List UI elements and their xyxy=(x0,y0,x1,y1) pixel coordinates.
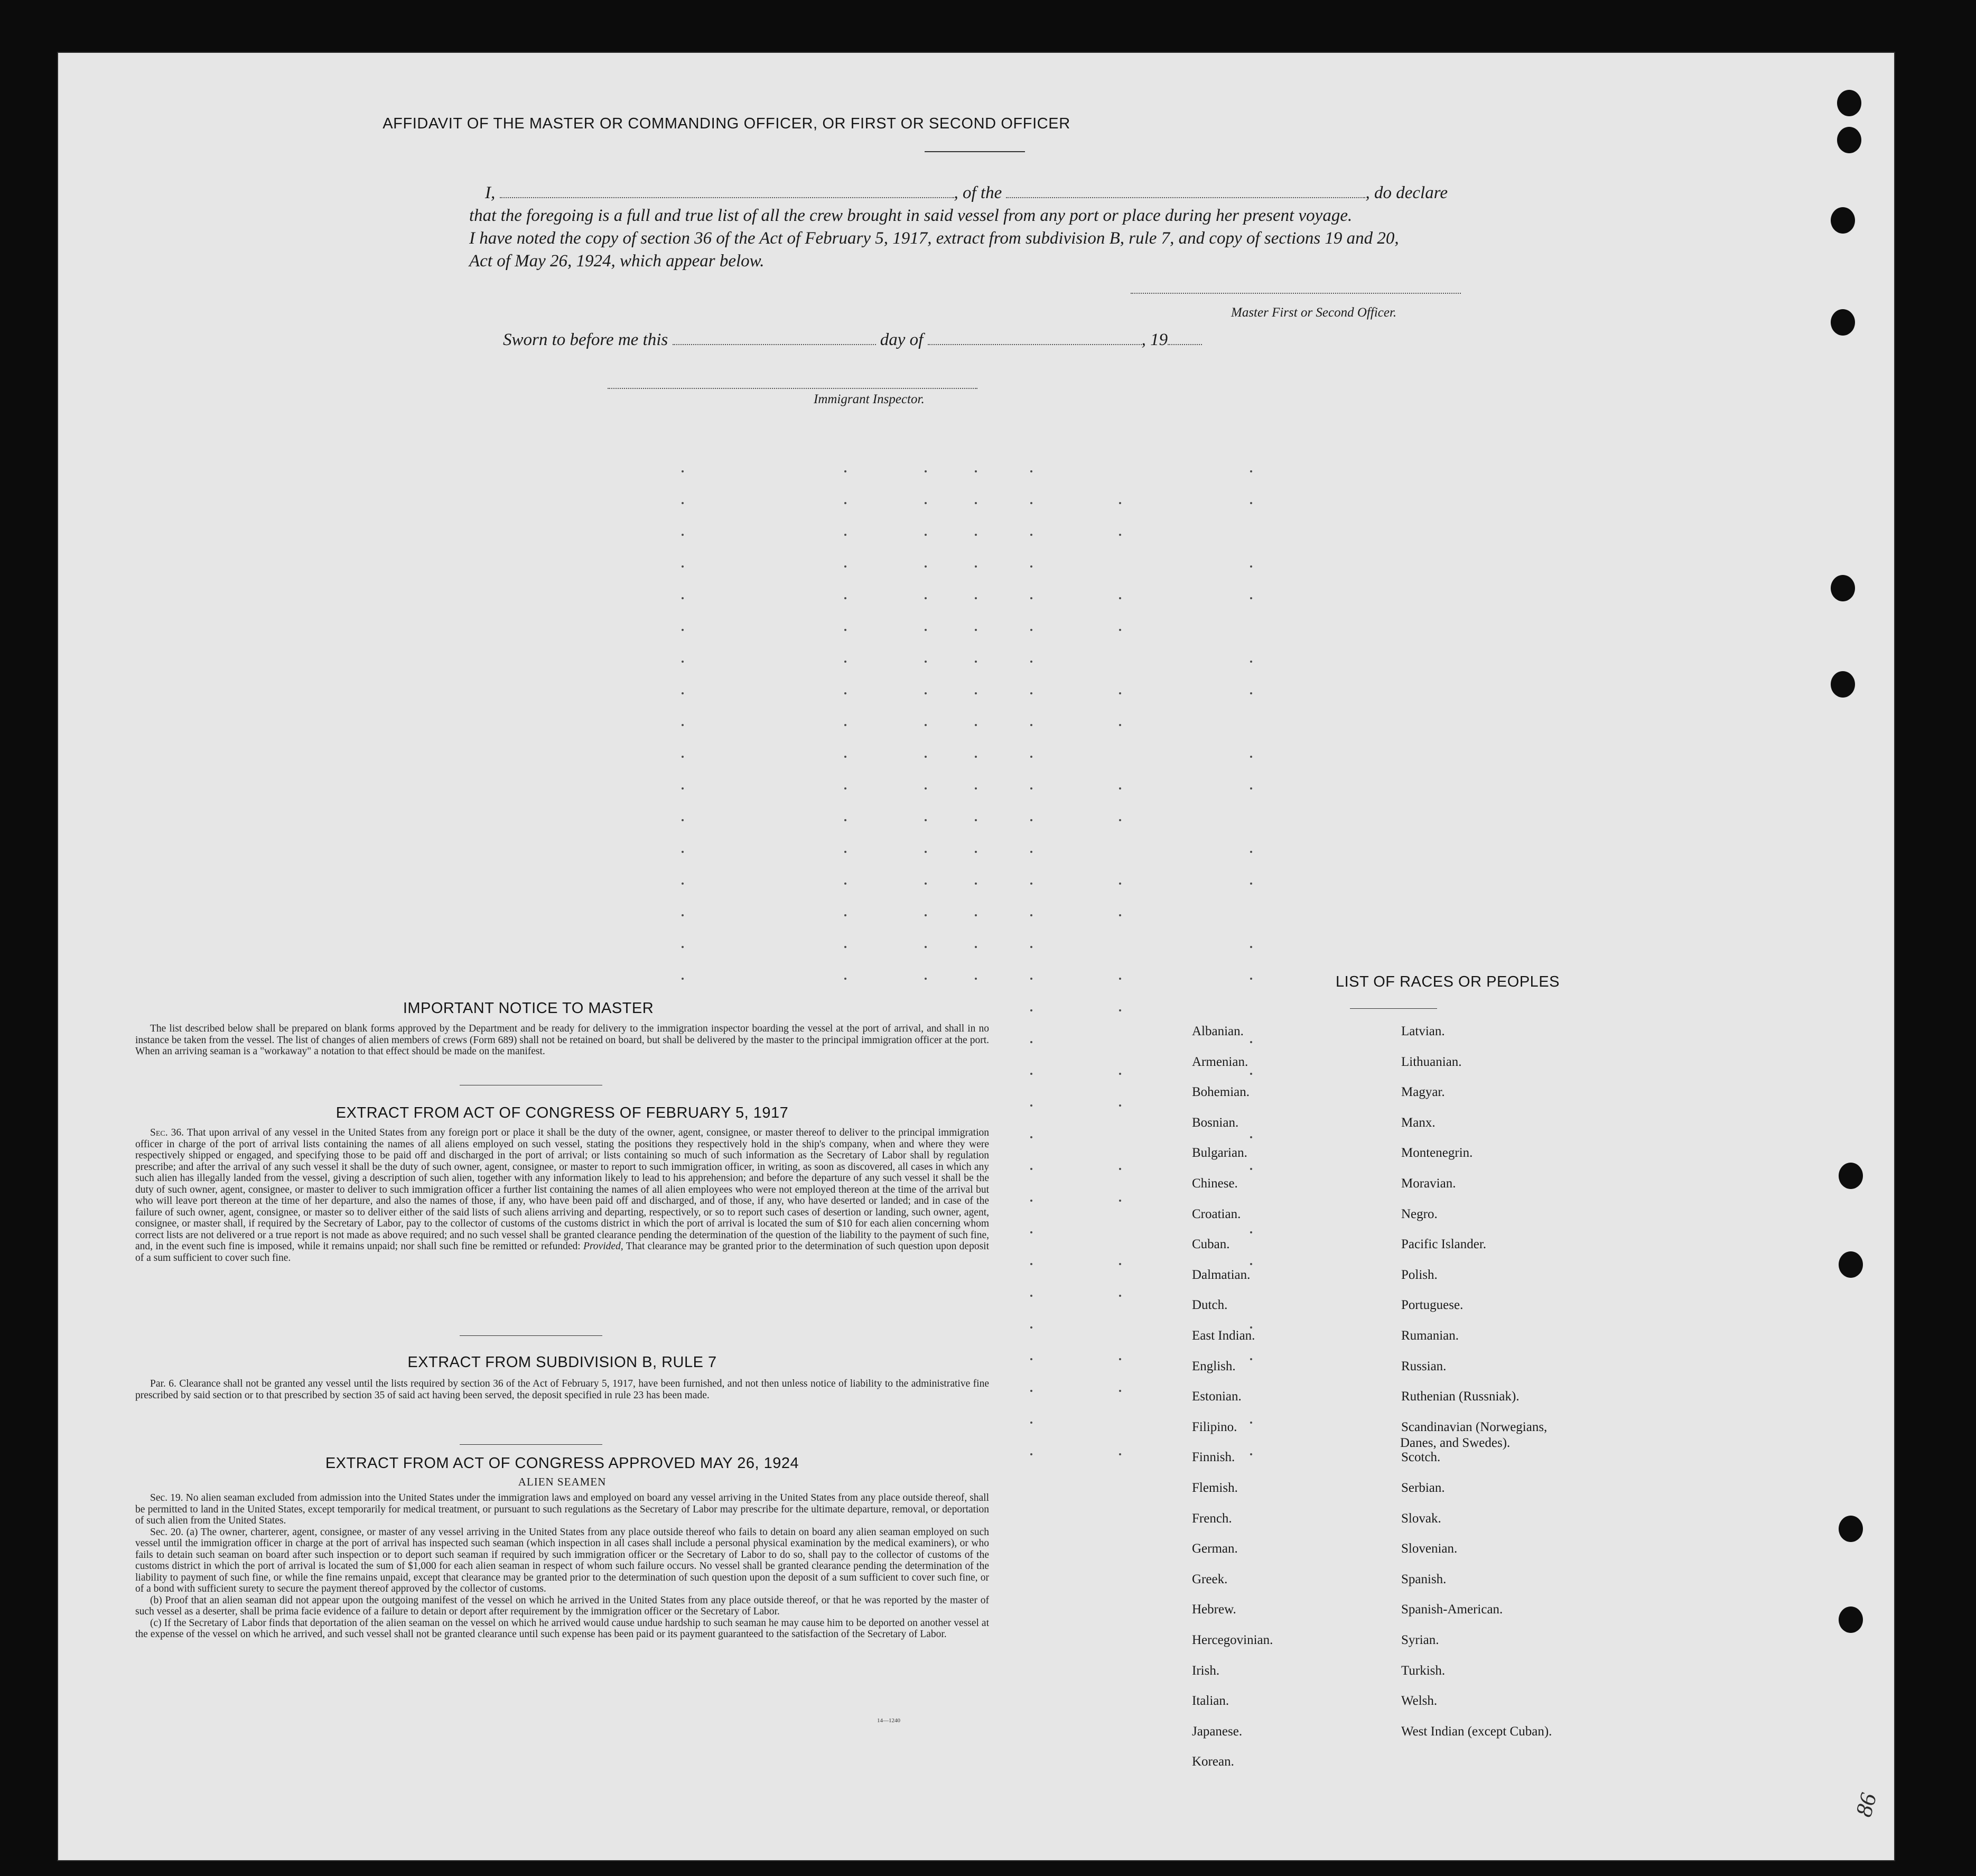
bleed-dot xyxy=(1250,597,1252,599)
race-item: Negro. xyxy=(1401,1206,1438,1221)
bleed-dot xyxy=(1030,914,1032,916)
bleed-dot xyxy=(925,692,927,694)
bleed-dot xyxy=(1030,1136,1032,1138)
bleed-dot xyxy=(1030,724,1032,726)
race-item: Greek. xyxy=(1192,1572,1228,1586)
bleed-dot xyxy=(1119,534,1121,536)
divider-3 xyxy=(460,1444,602,1445)
extract-1917-text xyxy=(135,1127,989,1264)
bleed-dot xyxy=(1119,787,1121,790)
races-heading: LIST OF RACES OR PEOPLES xyxy=(1335,973,1560,990)
bleed-dot xyxy=(1250,1326,1252,1329)
bleed-dot xyxy=(1250,1231,1252,1233)
subdivision-b-text: Par. 6. Clearance shall not be granted any vessel until the lists required by section 36 of the Act of February 5, 1917, have been furnished, and not then unless notice of liability to the administrative fine prescribed by said section or to that prescribed by section 35 of said act having been served, the deposit specified in rule 23 has been made. xyxy=(135,1378,989,1401)
bleed-dot xyxy=(844,692,846,694)
bleed-dot xyxy=(1030,1073,1032,1075)
race-item: Filipino. xyxy=(1192,1419,1237,1434)
bleed-dot xyxy=(1030,1009,1032,1011)
race-item: Montenegrin. xyxy=(1401,1146,1473,1160)
bleed-dot xyxy=(844,946,846,948)
race-item: Latvian. xyxy=(1401,1024,1445,1038)
bleed-dot xyxy=(1030,1231,1032,1233)
punch-hole-9 xyxy=(1839,1516,1863,1542)
bleed-dot xyxy=(682,692,684,694)
bleed-dot xyxy=(1250,692,1252,694)
bleed-dot xyxy=(925,978,927,980)
race-item: Serbian. xyxy=(1401,1481,1445,1495)
bleed-dot xyxy=(1250,756,1252,758)
race-item: Scotch. xyxy=(1401,1450,1441,1465)
bleed-dot xyxy=(1250,502,1252,504)
bleed-dot xyxy=(1030,1358,1032,1360)
race-item: West Indian (except Cuban). xyxy=(1401,1724,1552,1739)
bleed-dot xyxy=(1119,502,1121,504)
bleed-dot xyxy=(1119,1073,1121,1075)
bleed-dot xyxy=(1119,883,1121,885)
race-item: Turkish. xyxy=(1401,1663,1446,1678)
bleed-dot xyxy=(844,883,846,885)
bleed-dot xyxy=(682,978,684,980)
bleed-dot xyxy=(1030,1168,1032,1170)
punch-hole-2 xyxy=(1837,127,1861,153)
affidavit-title: AFFIDAVIT OF THE MASTER OR COMMANDING OFFICER, OR FIRST OR SECOND OFFICER xyxy=(383,115,1070,132)
sec-20a: Sec. 20. (a) The owner, charterer, agent, consignee, or master of any vessel arriving in the United States from any place outside thereof who fails to detain on board any alien seaman employed on such vessel until the immigration officer in charge at the port of arrival has inspected such seaman (which inspection in all cases shall include a personal physical examination by the medical examiners), or who fails to detain such seaman on board after such inspection or to deport such seaman if required by such immigration officer or the Secretary of Labor to do so, shall pay to the collector of customs of the customs district in which the port of arrival is located the sum of $1,000 for each alien seaman in respect of whom such failure occurs. No vessel shall be granted clearance pending the determination of the liability to payment of such fine, or while the fine remains unpaid, except that clearance may be granted prior to the determination of such question upon the deposit of a sum sufficient to cover such fine, or of a bond with sufficient surety to secure the payment thereof approved by the collector of customs. xyxy=(135,1526,989,1594)
race-item: Syrian. xyxy=(1401,1633,1439,1647)
race-item: Japanese. xyxy=(1192,1724,1243,1739)
affidavit-body xyxy=(469,182,1547,273)
bleed-dot xyxy=(682,629,684,631)
race-item: Danes, and Swedes). xyxy=(1400,1435,1511,1450)
subdivision-b-heading: EXTRACT FROM SUBDIVISION B, RULE 7 xyxy=(407,1354,717,1371)
punch-hole-3 xyxy=(1831,207,1855,234)
bleed-dot xyxy=(844,629,846,631)
bleed-dot xyxy=(925,629,927,631)
race-item: Irish. xyxy=(1192,1663,1220,1678)
race-item: Armenian. xyxy=(1192,1054,1248,1069)
provided-text: That clearance may be granted prior to the determination of such question upon deposit of a sum sufficient to cover such fine. xyxy=(135,1241,990,1264)
race-item: Bulgarian. xyxy=(1192,1146,1247,1160)
bleed-dot xyxy=(1030,1453,1032,1455)
bleed-dot xyxy=(1030,756,1032,758)
bleed-dot xyxy=(1030,1263,1032,1265)
bleed-dot xyxy=(975,978,977,980)
race-item: French. xyxy=(1192,1511,1232,1526)
inspector-label: Immigrant Inspector. xyxy=(814,392,925,406)
bleed-dot xyxy=(925,724,927,726)
sec-20c: (c) If the Secretary of Labor finds that deportation of the alien seaman on the vessel on which he arrived would cause undue hardship to such seaman he may cause him to be deported on another vessel at the expense of the vessel on which he arrived, and such vessel shall not be granted clearance until such expense has been paid or its payment guaranteed to the satisfaction of the Secretary of Labor. xyxy=(135,1617,989,1640)
bleed-dot xyxy=(844,661,846,663)
bleed-dot xyxy=(975,692,977,694)
bleed-dot xyxy=(1119,1295,1121,1297)
bleed-dot xyxy=(682,787,684,790)
bleed-dot xyxy=(1119,914,1121,916)
bleed-dot xyxy=(844,565,846,568)
bleed-dot xyxy=(1119,1358,1121,1360)
bleed-dot xyxy=(925,787,927,790)
corner-page-mark: 86 xyxy=(1850,1790,1882,1820)
of-the-label: , of the xyxy=(954,183,1002,202)
bleed-dot xyxy=(1030,534,1032,536)
bleed-dot xyxy=(975,597,977,599)
bleed-dot xyxy=(1030,692,1032,694)
bleed-dot xyxy=(1250,565,1252,568)
race-item: Rumanian. xyxy=(1401,1329,1459,1343)
bleed-dot xyxy=(975,565,977,568)
bleed-dot xyxy=(975,470,977,472)
bleed-dot xyxy=(1250,883,1252,885)
bleed-dot xyxy=(925,597,927,599)
bleed-dot xyxy=(1030,661,1032,663)
bleed-dot xyxy=(1030,1200,1032,1202)
extract-1917-heading: EXTRACT FROM ACT OF CONGRESS OF FEBRUARY 5, 1917 xyxy=(335,1104,789,1121)
race-item: Magyar. xyxy=(1401,1085,1445,1100)
race-item: Polish. xyxy=(1401,1267,1438,1282)
notice-heading: IMPORTANT NOTICE TO MASTER xyxy=(403,1000,654,1017)
bleed-dot xyxy=(682,597,684,599)
bleed-dot xyxy=(1250,851,1252,853)
bleed-dot xyxy=(975,661,977,663)
bleed-dot xyxy=(844,819,846,821)
bleed-dot xyxy=(844,978,846,980)
do-declare-label: , do declare xyxy=(1365,183,1448,202)
race-item: English. xyxy=(1192,1359,1236,1373)
bleed-dot xyxy=(1030,1295,1032,1297)
extract-1924-text xyxy=(135,1492,989,1640)
punch-hole-10 xyxy=(1839,1606,1863,1633)
bleed-dot xyxy=(1250,1263,1252,1265)
punch-hole-4 xyxy=(1831,309,1855,336)
sec-36-label: Sec. 36. xyxy=(150,1127,184,1138)
race-item: Spanish. xyxy=(1401,1572,1447,1586)
bleed-dot xyxy=(975,819,977,821)
bleed-dot xyxy=(682,819,684,821)
race-item: Portuguese. xyxy=(1401,1298,1464,1313)
race-item: East Indian. xyxy=(1192,1329,1255,1343)
bleed-dot xyxy=(1030,819,1032,821)
race-item: Dutch. xyxy=(1192,1298,1228,1313)
bleed-dot xyxy=(1119,978,1121,980)
alien-seamen-subheading: ALIEN SEAMEN xyxy=(518,1475,607,1488)
race-item: Hebrew. xyxy=(1192,1602,1236,1617)
bleed-dot xyxy=(925,851,927,853)
race-item: Bosnian. xyxy=(1192,1115,1239,1130)
bleed-dot xyxy=(682,883,684,885)
bleed-dot xyxy=(1119,724,1121,726)
inspector-signature-field[interactable] xyxy=(608,387,977,389)
manifest-page xyxy=(58,53,1894,1860)
i-label: I, xyxy=(485,183,496,202)
bleed-dot xyxy=(1030,629,1032,631)
race-item: Slovak. xyxy=(1401,1511,1441,1526)
bleed-dot xyxy=(1030,565,1032,568)
punch-hole-1 xyxy=(1837,90,1861,116)
sworn-year-field[interactable] xyxy=(1168,330,1202,345)
punch-hole-7 xyxy=(1839,1163,1863,1189)
race-item: Dalmatian. xyxy=(1192,1267,1251,1282)
race-item: Flemish. xyxy=(1192,1481,1238,1495)
race-item: Welsh. xyxy=(1401,1694,1438,1708)
bleed-dot xyxy=(1030,1104,1032,1107)
race-item: Slovenian. xyxy=(1401,1541,1458,1556)
bleed-dot xyxy=(1250,1358,1252,1360)
race-item: Lithuanian. xyxy=(1401,1054,1462,1069)
bleed-dot xyxy=(1119,1104,1121,1107)
bleed-dot xyxy=(844,724,846,726)
race-item: Russian. xyxy=(1401,1359,1447,1373)
bleed-dot xyxy=(1119,1453,1121,1455)
affidavit-line-2: that the foregoing is a full and true list of all the crew brought in said vessel from any port or place during her present voyage. xyxy=(469,206,1353,225)
bleed-dot xyxy=(682,565,684,568)
bleed-dot xyxy=(1119,629,1121,631)
bleed-dot xyxy=(844,851,846,853)
bleed-dot xyxy=(925,661,927,663)
race-item: Korean. xyxy=(1192,1754,1234,1769)
vessel-name-field[interactable] xyxy=(1006,183,1365,198)
bleed-dot xyxy=(1119,1009,1121,1011)
bleed-dot xyxy=(925,946,927,948)
bleed-dot xyxy=(1030,502,1032,504)
bleed-dot xyxy=(844,787,846,790)
bleed-dot xyxy=(925,502,927,504)
bleed-dot xyxy=(975,756,977,758)
bleed-dot xyxy=(975,502,977,504)
punch-hole-8 xyxy=(1839,1251,1863,1278)
bleed-dot xyxy=(975,914,977,916)
bleed-dot xyxy=(975,883,977,885)
day-of-label: day of xyxy=(880,330,924,349)
sworn-day-field[interactable] xyxy=(673,330,876,345)
bleed-dot xyxy=(925,914,927,916)
sec-20b: (b) Proof that an alien seaman did not appear upon the outgoing manifest of the vessel on which he arrived in the United States from any place outside thereof, or that he was reported by the master of such vessel as a deserter, shall be prima facie evidence of a failure to detain or deport after requirement by the immigration officer or the Secretary of Labor. xyxy=(135,1594,989,1617)
race-item: Ruthenian (Russniak). xyxy=(1401,1389,1520,1404)
race-item: Italian. xyxy=(1192,1694,1229,1708)
race-item: Estonian. xyxy=(1192,1389,1242,1404)
bleed-dot xyxy=(975,534,977,536)
bleed-dot xyxy=(1250,787,1252,790)
bleed-dot xyxy=(1250,1073,1252,1075)
race-item: German. xyxy=(1192,1541,1238,1556)
bleed-dot xyxy=(1119,1168,1121,1170)
bleed-dot xyxy=(682,470,684,472)
punch-hole-5 xyxy=(1831,575,1855,601)
bleed-dot xyxy=(1030,470,1032,472)
sworn-label: Sworn to before me this xyxy=(503,330,668,349)
race-item: Finnish. xyxy=(1192,1450,1235,1465)
bleed-dot xyxy=(1250,1041,1252,1043)
master-signature-label: Master First or Second Officer. xyxy=(1231,305,1397,320)
race-item: Chinese. xyxy=(1192,1176,1238,1191)
bleed-dot xyxy=(975,629,977,631)
sworn-line xyxy=(503,329,1202,351)
race-item: Scandinavian (Norwegians, xyxy=(1401,1419,1548,1434)
bleed-dot xyxy=(975,851,977,853)
bleed-dot xyxy=(925,883,927,885)
bleed-dot xyxy=(1250,1168,1252,1170)
bleed-dot xyxy=(682,946,684,948)
bleed-dot xyxy=(682,756,684,758)
bleed-dot xyxy=(1250,978,1252,980)
race-item: Spanish-American. xyxy=(1401,1602,1503,1617)
bleed-dot xyxy=(1250,1136,1252,1138)
bleed-dot xyxy=(682,914,684,916)
race-item: Albanian. xyxy=(1192,1024,1244,1038)
bleed-dot xyxy=(1030,1041,1032,1043)
bleed-dot xyxy=(1119,692,1121,694)
bleed-dot xyxy=(1030,787,1032,790)
bleed-dot xyxy=(975,724,977,726)
year-label: , 19 xyxy=(1141,330,1168,349)
race-item: Croatian. xyxy=(1192,1206,1241,1221)
races-underline xyxy=(1350,1008,1437,1009)
bleed-dot xyxy=(1030,946,1032,948)
race-item: Cuban. xyxy=(1192,1237,1230,1252)
bleed-dot xyxy=(1250,1453,1252,1455)
bleed-dot xyxy=(1030,1390,1032,1392)
bleed-dot xyxy=(975,787,977,790)
bleed-dot xyxy=(925,534,927,536)
bleed-dot xyxy=(1030,851,1032,853)
form-number: 14—1240 xyxy=(877,1717,900,1724)
race-item: Manx. xyxy=(1401,1115,1436,1130)
sworn-month-field[interactable] xyxy=(928,330,1142,345)
affidavit-line-4: Act of May 26, 1924, which appear below. xyxy=(469,252,765,271)
bleed-dot xyxy=(682,851,684,853)
bleed-dot xyxy=(682,534,684,536)
affidavit-line-3: I have noted the copy of section 36 of the Act of February 5, 1917, extract from subdivision B, rule 7, and copy of sections 19 and 20, xyxy=(469,229,1399,248)
bleed-dot xyxy=(844,914,846,916)
race-item: Pacific Islander. xyxy=(1401,1237,1487,1252)
race-item: Moravian. xyxy=(1401,1176,1456,1191)
bleed-dot xyxy=(1119,597,1121,599)
bleed-dot xyxy=(1030,883,1032,885)
bleed-dot xyxy=(1030,978,1032,980)
bleed-dot xyxy=(1119,1200,1121,1202)
bleed-dot xyxy=(844,470,846,472)
bleed-dot xyxy=(682,502,684,504)
bleed-dot xyxy=(844,502,846,504)
punch-hole-6 xyxy=(1831,671,1855,698)
bleed-dot xyxy=(1250,661,1252,663)
bleed-dot xyxy=(1030,1326,1032,1329)
bleed-dot xyxy=(682,724,684,726)
provided-label: Provided, xyxy=(583,1241,623,1252)
race-item: Bohemian. xyxy=(1192,1085,1250,1100)
bleed-dot xyxy=(1250,1422,1252,1424)
extract-1924-heading: EXTRACT FROM ACT OF CONGRESS APPROVED MAY 26, 1924 xyxy=(325,1455,799,1472)
bleed-dot xyxy=(1119,819,1121,821)
master-name-field[interactable] xyxy=(500,183,954,198)
bleed-dot xyxy=(1250,470,1252,472)
sec-36-body: That upon arrival of any vessel in the United States from any foreign port or place it shall be the duty of the owner, agent, consignee, or master thereof to deliver to the principal immigration officer in charge of the port of arrival lists containing the names of all aliens employed on such vessel, stating the positions they respectively hold in the ship's company, when and where they were respectively shipped or engaged, and specifying those to be paid off and discharged in the port of arrival; or lists containing so much of such information as the Secretary of Labor shall by regulation prescribe; and after the arrival of any such vessel it shall be the duty of such owner, agent, consignee, or master to report to such immigration officer, in writing, as soon as discovered, all cases in which any such alien has illegally landed from the vessel, giving a description of such alien, together with any information likely to lead to his apprehension; and before the departure of any such vessel it shall be the duty of such owner, agent, consignee, or master to deliver to such immigration officer a further list containing the names of all alien employees who were not employed thereon at the time of the arrival but who will leave port thereon at the time of her departure, and also the names of those, if any, who have been paid off and discharged, and of those, if any, who have deserted or landed; and in case of the failure of such owner, agent, consignee, or master so to deliver either of the said lists of such aliens arriving and departing, respectively, or so to report such cases of desertion or landing, such owner, agent, consignee, or master shall, if required by the Secretary of Labor, pay to the collector of customs of the customs district in which the port of arrival is located the sum of $10 for each alien concerning whom correct lists are not delivered or a true report is not made as above required; and no such vessel shall be granted clearance pending the determination of the question of the liability to the payment of such fine, and, in the event such fine is imposed, while it remains unpaid; nor shall such fine be remitted or refunded: xyxy=(135,1127,989,1252)
bleed-dot xyxy=(844,756,846,758)
notice-text: The list described below shall be prepared on blank forms approved by the Department and be ready for delivery to the immigration inspector boarding the vessel at the port of arrival, and shall in no instance be taken from the vessel. The list of changes of alien members of crews (Form 689) shall not be retained on board, but shall be delivered by the master to the principal immigration officer at the port. When an arriving seaman is a "workaway" a notation to that effect should be made on the manifest. xyxy=(135,1023,989,1057)
bleed-dot xyxy=(682,661,684,663)
affidavit-line-1 xyxy=(469,182,1547,205)
bleed-dot xyxy=(1030,1422,1032,1424)
bleed-dot xyxy=(1119,1390,1121,1392)
sec-19: Sec. 19. No alien seaman excluded from admission into the United States under the immigration laws and employed on board any vessel arriving in the United States from any place outside thereof, shall be permitted to land in the United States, except temporarily for medical treatment, or pursuant to such regulations as the Secretary of Labor may prescribe for the ultimate departure, removal, or deportation of such alien from the United States. xyxy=(135,1492,989,1526)
master-signature-field[interactable] xyxy=(1131,292,1461,294)
title-underline xyxy=(925,151,1025,152)
race-item: Hercegovinian. xyxy=(1192,1633,1273,1647)
bleed-dot xyxy=(925,470,927,472)
bleed-dot xyxy=(844,597,846,599)
bleed-dot xyxy=(1030,597,1032,599)
bleed-dot xyxy=(925,756,927,758)
bleed-dot xyxy=(975,946,977,948)
bleed-dot xyxy=(1250,946,1252,948)
bleed-dot xyxy=(1119,1263,1121,1265)
bleed-dot xyxy=(925,819,927,821)
bleed-dot xyxy=(925,565,927,568)
bleed-dot xyxy=(844,534,846,536)
divider-2 xyxy=(460,1335,602,1336)
